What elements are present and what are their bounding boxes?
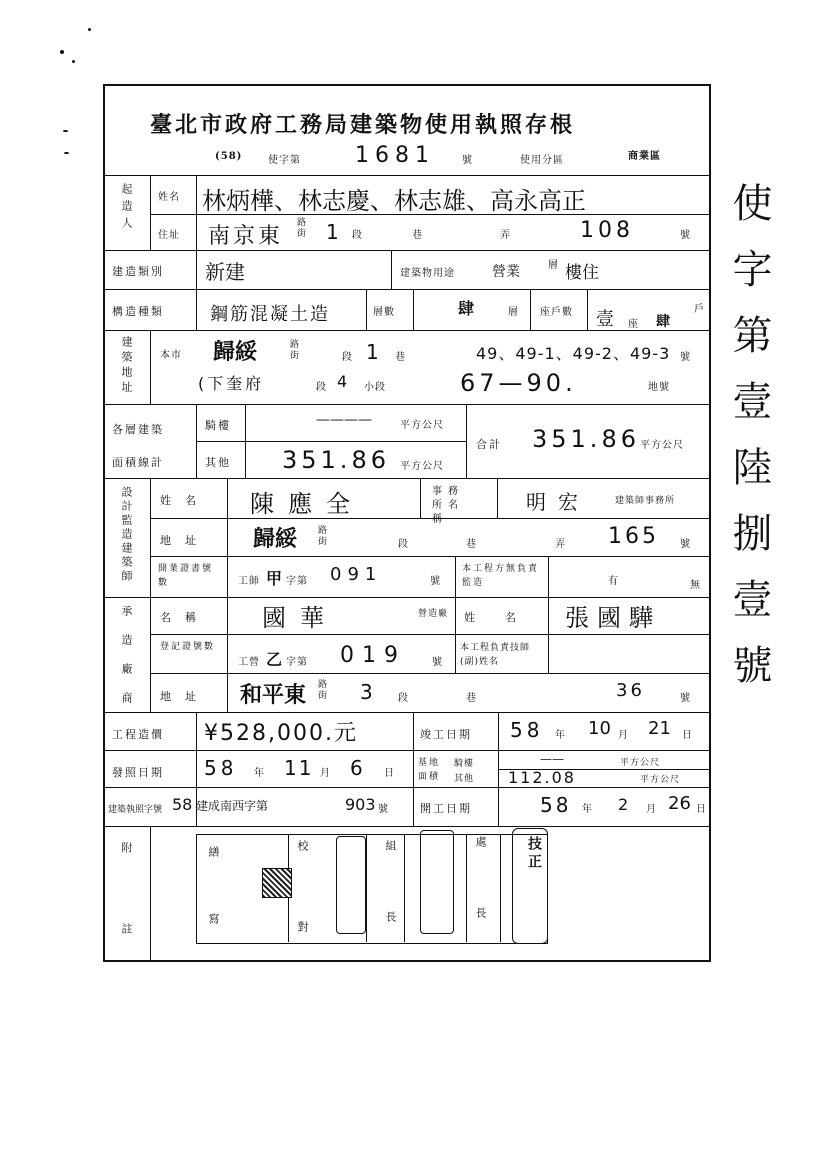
owner-address-label: 住址 bbox=[158, 230, 180, 241]
form-rule bbox=[103, 478, 711, 479]
start-month-label: 月 bbox=[646, 804, 657, 815]
units-building: 壹 bbox=[596, 309, 614, 330]
category-value: 新建 bbox=[205, 260, 245, 284]
form-rule bbox=[103, 787, 711, 788]
architect-license-label: 開業證書號數 bbox=[158, 564, 214, 588]
form-rule bbox=[150, 826, 151, 962]
site-arcade-unit: 平方公尺 bbox=[620, 758, 661, 768]
site-no-label: 號 bbox=[680, 352, 691, 363]
form-rule bbox=[366, 289, 367, 330]
serial-number: 1681 bbox=[355, 143, 435, 168]
builder-name-label: 名稱 bbox=[160, 611, 210, 624]
architect-lane-label: 巷 bbox=[466, 539, 477, 550]
approval-stamp-chop bbox=[262, 868, 292, 898]
owner-name-label: 姓名 bbox=[158, 192, 180, 203]
completion-month-label: 月 bbox=[618, 730, 629, 741]
architect-office-label: 事務所名稱 bbox=[432, 486, 464, 525]
document-title: 臺北市政府工務局建築物使用執照存根 bbox=[150, 112, 576, 138]
builder-reg-label: 登記證號數 bbox=[160, 642, 216, 652]
units-households: 肆 bbox=[656, 314, 670, 330]
section-site: 建築地址 bbox=[120, 336, 133, 396]
site-lot: 67—90. bbox=[460, 369, 577, 397]
section-builder: 承造廠商 bbox=[120, 605, 133, 721]
form-rule bbox=[150, 330, 151, 404]
area-label-line2: 面積線計 bbox=[112, 456, 164, 469]
architect-license-suffix: 號 bbox=[430, 576, 441, 587]
zone-label: 使用分區 bbox=[520, 155, 564, 166]
issue-month-label: 月 bbox=[320, 768, 331, 779]
architect-license-grade: 甲 bbox=[266, 569, 283, 588]
completion-label: 竣工日期 bbox=[420, 728, 472, 741]
architect-section-label: 段 bbox=[398, 539, 409, 550]
year-code: (58) bbox=[215, 151, 243, 162]
other-area-unit: 平方公尺 bbox=[400, 461, 444, 472]
form-rule bbox=[548, 556, 549, 597]
form-rule bbox=[455, 556, 456, 597]
issue-month: 11 bbox=[284, 756, 314, 780]
serial-label: 使字第 bbox=[268, 155, 301, 166]
builder-road: 和平東 bbox=[240, 683, 307, 708]
builder-tech-label: 本工程負責技師(副)姓名 bbox=[460, 643, 531, 667]
site-district: (下奎府 bbox=[198, 374, 265, 393]
architect-road: 歸綏 bbox=[253, 527, 298, 552]
owner-address-number: 108 bbox=[580, 218, 634, 243]
form-rule bbox=[150, 634, 711, 635]
scan-speck bbox=[60, 50, 64, 54]
form-rule bbox=[150, 478, 151, 712]
builder-section: 3 bbox=[360, 680, 373, 704]
form-rule bbox=[548, 597, 549, 673]
builder-lane-label: 巷 bbox=[466, 693, 477, 704]
site-other-value: 112.08 bbox=[508, 768, 576, 787]
section-architect: 設計監造建築師 bbox=[120, 486, 133, 584]
completion-day-label: 日 bbox=[682, 730, 693, 741]
category-label: 建造類別 bbox=[112, 265, 164, 278]
total-area-label: 合計 bbox=[476, 438, 502, 451]
architect-office-suffix: 建築師事務所 bbox=[615, 496, 676, 506]
approval-col-director: 處長 bbox=[474, 836, 487, 978]
total-area-unit: 平方公尺 bbox=[640, 440, 684, 451]
start-label: 開工日期 bbox=[420, 802, 472, 815]
use-label: 建築物用途 bbox=[400, 268, 455, 279]
cost-label: 工程造價 bbox=[112, 728, 164, 741]
form-rule bbox=[413, 289, 414, 330]
section-owner: 起造人 bbox=[120, 183, 133, 234]
arcade-unit: 平方公尺 bbox=[400, 420, 444, 431]
form-rule bbox=[196, 250, 197, 330]
completion-year: 58 bbox=[510, 718, 544, 742]
site-section-label: 段 bbox=[342, 352, 353, 363]
issue-day: 6 bbox=[350, 756, 363, 780]
architect-no-label: 弄 bbox=[555, 539, 566, 550]
builder-number: 36 bbox=[616, 680, 645, 701]
architect-road-suffix: 路街 bbox=[318, 526, 329, 547]
builder-name: 國華 bbox=[262, 604, 338, 632]
approval-signature bbox=[336, 836, 366, 934]
site-district-section-label: 段 bbox=[316, 382, 327, 393]
units-building-unit: 座 bbox=[628, 319, 639, 330]
architect-number: 165 bbox=[608, 524, 659, 549]
architect-address-label: 地址 bbox=[160, 534, 210, 547]
site-road: 歸綏 bbox=[213, 340, 258, 365]
units-households-unit: 戶 bbox=[694, 304, 705, 315]
form-rule bbox=[103, 750, 711, 751]
approval-block bbox=[196, 834, 548, 944]
form-rule bbox=[455, 597, 456, 673]
site-district-section: 4 bbox=[337, 372, 348, 391]
builder-reg-word: 字第 bbox=[286, 657, 308, 668]
site-lot-label: 地號 bbox=[648, 382, 670, 393]
permit-label: 建築執照字號 bbox=[108, 805, 163, 815]
form-rule bbox=[150, 556, 711, 557]
site-lane-label: 巷 bbox=[395, 352, 406, 363]
units-label: 座戶數 bbox=[540, 307, 573, 318]
site-city-label: 本市 bbox=[160, 350, 182, 361]
scan-speck bbox=[63, 130, 68, 132]
cost-value: ¥528,000.元 bbox=[204, 721, 358, 746]
floors-label: 層數 bbox=[373, 307, 395, 318]
approval-divider bbox=[466, 834, 467, 942]
structure-label: 構造種類 bbox=[112, 305, 164, 318]
site-numbers: 49、49-1、49-2、49-3 bbox=[476, 344, 671, 363]
form-rule bbox=[530, 289, 531, 330]
site-other-unit: 平方公尺 bbox=[640, 775, 681, 785]
site-subsection-label: 小段 bbox=[364, 382, 386, 393]
use-detail: 樓住 bbox=[565, 263, 599, 283]
form-rule bbox=[196, 441, 466, 442]
site-road-suffix: 路街 bbox=[290, 340, 301, 361]
form-rule bbox=[420, 478, 421, 518]
start-day-label: 日 bbox=[696, 804, 707, 815]
start-month: 2 bbox=[618, 795, 629, 814]
architect-license-prefix: 工師 bbox=[238, 576, 260, 587]
approval-signature bbox=[512, 828, 548, 944]
form-rule bbox=[245, 404, 246, 478]
builder-reg-suffix: 號 bbox=[432, 657, 443, 668]
architect-name-label: 姓名 bbox=[160, 494, 210, 507]
use-value: 營業 bbox=[492, 264, 520, 280]
form-rule bbox=[103, 404, 711, 405]
structure-value: 鋼筋混凝土造 bbox=[210, 304, 330, 325]
form-rule bbox=[150, 175, 151, 250]
approval-col-clerk: 繕寫 bbox=[207, 846, 220, 980]
permit-text: 建成南西字第 bbox=[196, 799, 269, 813]
builder-number-label: 號 bbox=[680, 693, 691, 704]
form-rule bbox=[413, 712, 414, 826]
scan-speck bbox=[72, 60, 75, 63]
approval-signature bbox=[420, 830, 454, 934]
total-area-value: 351.86 bbox=[532, 425, 640, 453]
builder-rep-label: 姓名 bbox=[464, 611, 546, 624]
approval-col-engineer: 技正 bbox=[526, 836, 542, 872]
form-rule bbox=[103, 289, 711, 290]
issue-label: 發照日期 bbox=[112, 766, 164, 779]
completion-day: 21 bbox=[648, 718, 671, 739]
form-rule bbox=[150, 673, 711, 674]
architect-supervisor-value: 有 bbox=[608, 576, 619, 587]
approval-divider bbox=[404, 834, 405, 942]
arcade-value: ———— bbox=[316, 412, 372, 428]
builder-reg-grade: 乙 bbox=[266, 650, 283, 669]
form-rule bbox=[227, 478, 228, 712]
floors-unit: 層 bbox=[508, 307, 519, 318]
builder-rep-name: 張國驊 bbox=[565, 604, 661, 632]
approval-divider bbox=[500, 834, 501, 942]
use-floor-label: 層 bbox=[548, 260, 559, 271]
form-rule bbox=[391, 250, 392, 289]
owner-name: 林炳樺、林志慶、林志雄、高永高正 bbox=[202, 187, 586, 215]
architect-supervisor-value2: 無 bbox=[690, 580, 701, 591]
architect-license-word: 字第 bbox=[286, 576, 308, 587]
permit-suffix: 號 bbox=[378, 804, 389, 815]
approval-divider bbox=[366, 834, 367, 942]
architect-supervisor-label: 本工程方無負責監造 bbox=[462, 564, 540, 588]
permit-number: 903 bbox=[345, 795, 376, 814]
form-rule bbox=[587, 289, 588, 330]
site-section: 1 bbox=[366, 340, 379, 364]
completion-year-label: 年 bbox=[555, 730, 566, 741]
scan-speck bbox=[88, 28, 91, 31]
start-year-label: 年 bbox=[582, 804, 593, 815]
architect-name: 陳應全 bbox=[250, 490, 364, 518]
arcade-label: 騎樓 bbox=[205, 419, 231, 432]
builder-reg-no: 019 bbox=[340, 643, 406, 668]
owner-address-section: 1 bbox=[326, 220, 339, 244]
owner-no-label: 弄 bbox=[500, 230, 511, 241]
owner-road-suffix: 路街 bbox=[297, 218, 308, 239]
form-rule bbox=[103, 826, 711, 827]
issue-year: 58 bbox=[204, 756, 238, 780]
zone-value: 商業區 bbox=[628, 151, 661, 162]
form-rule bbox=[196, 175, 197, 250]
owner-lane-label: 巷 bbox=[412, 230, 423, 241]
architect-office: 明宏 bbox=[526, 490, 590, 514]
approval-col-proof: 校對 bbox=[296, 840, 309, 1002]
scan-speck bbox=[64, 152, 69, 154]
form-rule bbox=[103, 712, 711, 713]
completion-month: 10 bbox=[588, 718, 611, 739]
form-rule bbox=[103, 175, 711, 176]
architect-license-no: 091 bbox=[330, 564, 383, 585]
site-other-label: 其他 bbox=[454, 774, 475, 784]
owner-section-label: 段 bbox=[352, 230, 363, 241]
form-rule bbox=[196, 404, 197, 478]
form-rule bbox=[150, 518, 711, 519]
builder-section-label: 段 bbox=[398, 693, 409, 704]
architect-number-label: 號 bbox=[680, 539, 691, 550]
builder-address-label: 地址 bbox=[160, 690, 210, 703]
start-day: 26 bbox=[668, 793, 691, 814]
other-area-value: 351.86 bbox=[282, 446, 390, 474]
owner-address-road: 南京東 bbox=[208, 224, 284, 249]
section-notes: 附註 bbox=[120, 842, 133, 1004]
builder-reg-prefix: 工營 bbox=[238, 657, 260, 668]
site-arcade-value: —— bbox=[540, 752, 564, 766]
issue-day-label: 日 bbox=[384, 768, 395, 779]
other-area-label: 其他 bbox=[205, 456, 231, 469]
owner-number-label: 號 bbox=[680, 230, 691, 241]
site-arcade-label: 騎樓 bbox=[454, 759, 475, 769]
margin-annotation: 使字第壹陸捌壹號 bbox=[726, 182, 772, 710]
form-rule bbox=[103, 250, 711, 251]
site-area-label: 基地面積 bbox=[418, 758, 441, 782]
builder-road-suffix: 路街 bbox=[318, 680, 329, 701]
floors-value: 肆 bbox=[458, 299, 475, 318]
form-rule bbox=[103, 330, 711, 331]
issue-year-label: 年 bbox=[254, 768, 265, 779]
start-year: 58 bbox=[540, 793, 572, 817]
permit-year: 58 bbox=[172, 795, 193, 814]
builder-name-suffix: 營造廠 bbox=[418, 609, 449, 619]
form-rule bbox=[497, 478, 498, 518]
area-label-line1: 各層建築 bbox=[112, 423, 164, 436]
approval-col-section-chief: 組長 bbox=[384, 840, 397, 982]
serial-suffix: 號 bbox=[462, 155, 473, 166]
form-rule bbox=[466, 404, 467, 478]
